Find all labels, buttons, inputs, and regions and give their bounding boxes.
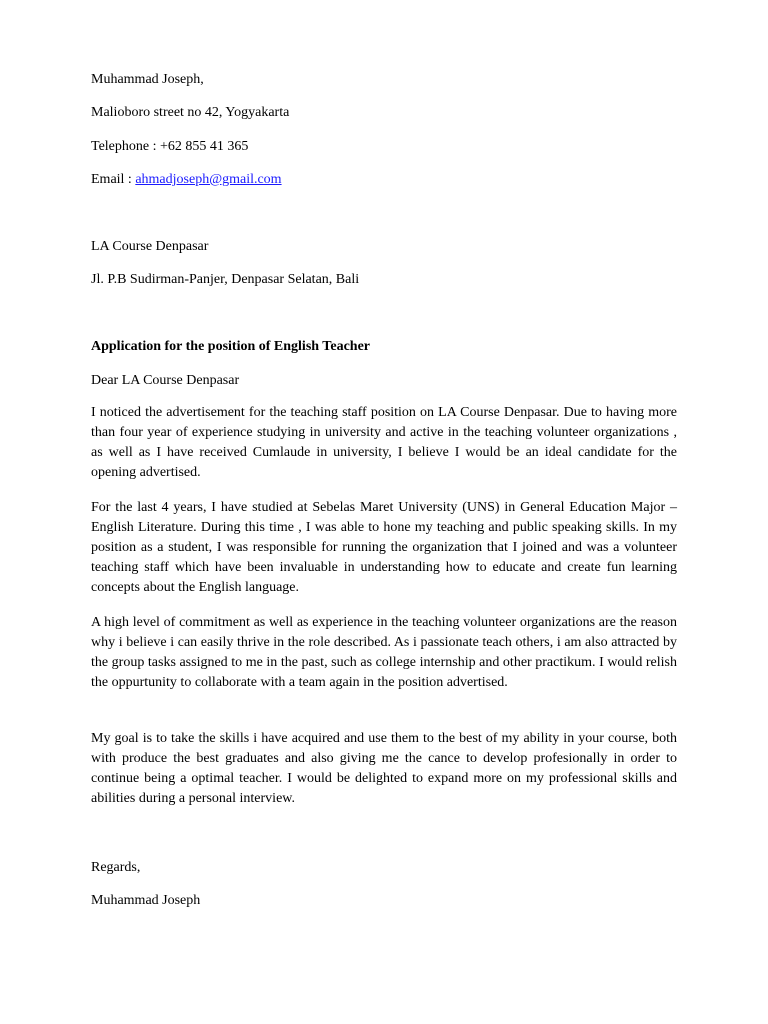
body-paragraph-3: A high level of commitment as well as experience in the teaching volunteer organizations are the reason why i believe i can easily thrive in the role described. As i passionate teach others, i am also attracted by the group tasks assigned to me in the past, such as college internship and other practikum. I would relish the oppurtunity to collaborate with a team again in the position advertised.	[91, 615, 677, 690]
recipient-name: LA Course Denpasar	[91, 239, 209, 254]
body-paragraph-2: For the last 4 years, I have studied at Sebelas Maret University (UNS) in General Education Major – English Literature. During this time , I was able to hone my teaching and public speaking skills. In my position as a student, I was responsible for running the organization that I joined and was a volunteer teaching staff which have been invaluable in understanding how to educate and create fun learning concepts about the English language.	[91, 500, 677, 595]
letter-subject: Application for the position of English Teacher	[91, 339, 371, 354]
body-paragraph-4: My goal is to take the skills i have acquired and use them to the best of my ability in your course, both with produce the best graduates and also giving me the cance to develop profesionally in order to continue being a optimal teacher. I would be delighted to expand more on my professional skills and abilities during a personal interview.	[91, 731, 677, 806]
sender-telephone: Telephone : +62 855 41 365	[91, 139, 249, 154]
letter-signature: Muhammad Joseph	[91, 893, 201, 908]
sender-email-line	[91, 171, 282, 189]
sender-name: Muhammad Joseph,	[91, 72, 204, 87]
letter-salutation: Dear LA Course Denpasar	[91, 373, 240, 388]
sender-address: Malioboro street no 42, Yogyakarta	[91, 105, 290, 120]
letter-closing: Regards,	[91, 860, 141, 875]
body-paragraph-1: I noticed the advertisement for the teaching staff position on LA Course Denpasar. Due to having more than four year of experience studying in university and active in the teaching volunteer organizations , as well as I have received Cumlaude in university, I believe I would be an ideal candidate for the opening advertised.	[91, 405, 677, 480]
recipient-address: Jl. P.B Sudirman-Panjer, Denpasar Selatan, Bali	[91, 272, 360, 287]
sender-email-link[interactable]: ahmadjoseph@gmail.com	[135, 172, 282, 187]
sender-email-label: Email :	[91, 172, 136, 187]
